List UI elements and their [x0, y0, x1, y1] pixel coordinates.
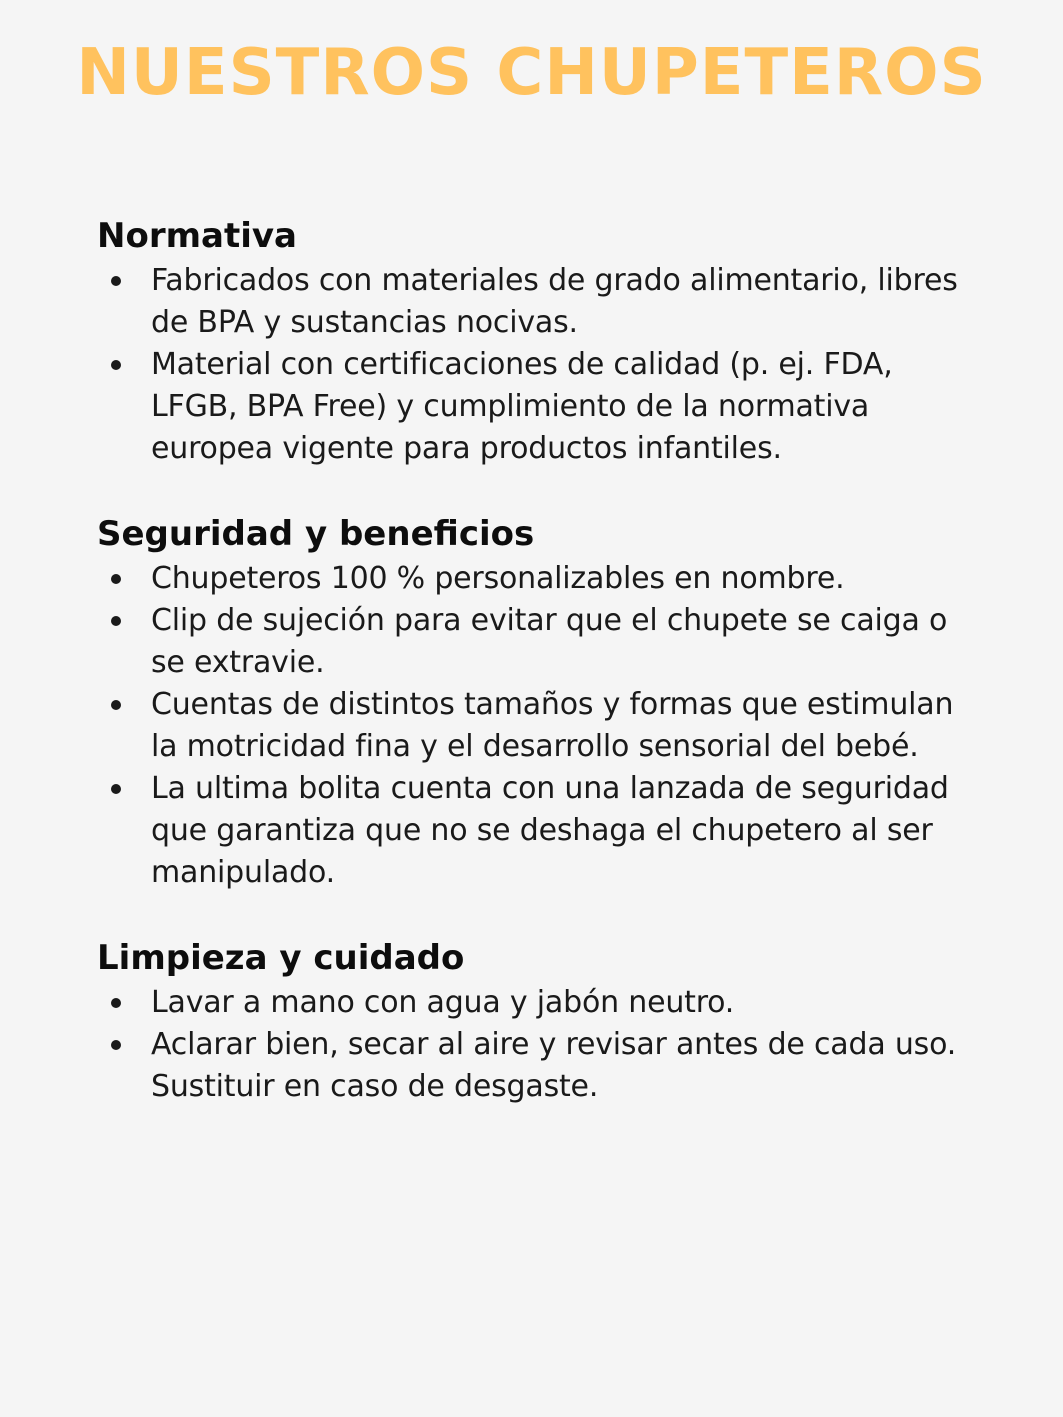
list-item: La ultima bolita cuenta con una lanzada de seguridad que garantiza que no se deshaga el chupetero al ser manipulado.	[97, 768, 977, 894]
bullet-list	[97, 558, 977, 894]
section-heading: Limpieza y cuidado	[97, 938, 465, 978]
list-item: Material con certificaciones de calidad (p. ej. FDA, LFGB, BPA Free) y cumplimiento de la normativa europea vigente para productos infantiles.	[97, 344, 977, 470]
page-title: NUESTROS CHUPETEROS	[76, 36, 987, 110]
bullet-list	[97, 982, 977, 1108]
list-item: Fabricados con materiales de grado alimentario, libres de BPA y sustancias nocivas.	[97, 260, 977, 344]
list-item: Chupeteros 100 % personalizables en nombre.	[97, 558, 977, 600]
section-limpieza-cuidado	[97, 934, 977, 1108]
list-item: Aclarar bien, secar al aire y revisar antes de cada uso. Sustituir en caso de desgaste.	[97, 1024, 977, 1108]
section-heading: Normativa	[97, 216, 297, 256]
section-heading: Seguridad y beneficios	[97, 514, 535, 554]
content	[97, 212, 977, 1148]
bullet-list	[97, 260, 977, 470]
section-normativa	[97, 212, 977, 470]
list-item: Clip de sujeción para evitar que el chupete se caiga o se extravie.	[97, 600, 977, 684]
list-item: Lavar a mano con agua y jabón neutro.	[97, 982, 977, 1024]
section-seguridad-beneficios	[97, 510, 977, 894]
list-item: Cuentas de distintos tamaños y formas que estimulan la motricidad fina y el desarrollo sensorial del bebé.	[97, 684, 977, 768]
